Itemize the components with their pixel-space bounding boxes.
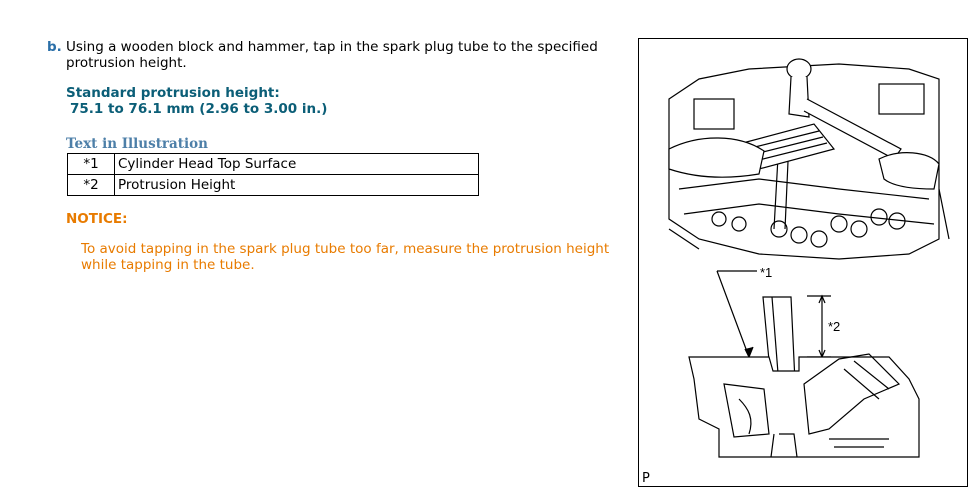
illustration-frame [638,38,968,487]
callout-1: *1 [760,265,773,280]
notice-text: To avoid tapping in the spark plug tube too far, measure the protrusion height while tapping in the tube. [81,241,610,273]
notice-title: NOTICE: [66,211,128,227]
legend-table [67,153,479,196]
step-letter: b. [47,39,62,55]
step-text: Using a wooden block and hammer, tap in the spark plug tube to the specified protrusion height. [66,39,598,71]
callout-2: *2 [828,319,841,334]
legend-title: Text in Illustration [66,136,208,152]
illustration [639,39,967,486]
legend-code: *2 [68,175,115,196]
legend-description: Cylinder Head Top Surface [115,154,479,175]
section-illustration [689,271,919,457]
legend-code: *1 [68,154,115,175]
legend-row [68,175,479,196]
spec-value: 75.1 to 76.1 mm (2.96 to 3.00 in.) [70,101,328,117]
spec-label: Standard protrusion height: [66,85,280,101]
figure-code: P [642,471,650,486]
legend-row [68,154,479,175]
top-engine-illustration [669,59,949,259]
legend-description: Protrusion Height [115,175,479,196]
